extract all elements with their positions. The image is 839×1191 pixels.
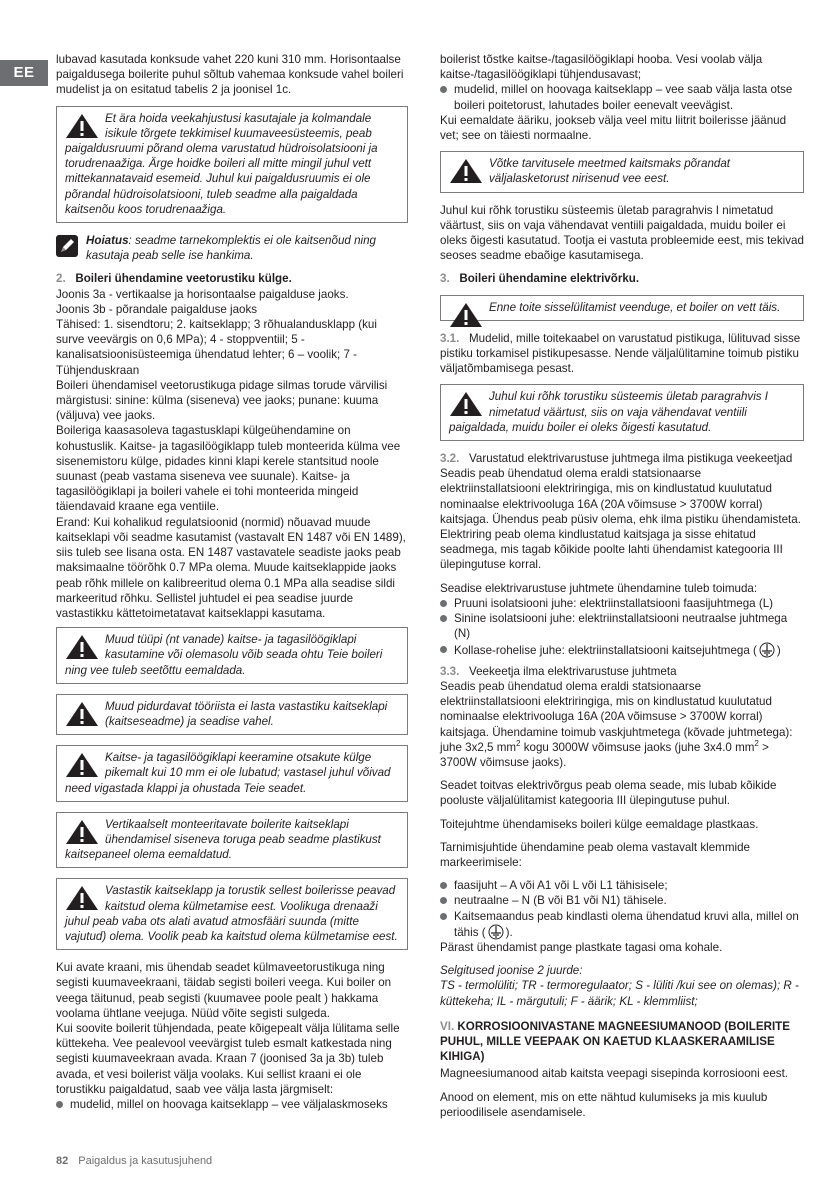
body-paragraph: Pärast ühendamist pange plastkate tagasi oma kohale. [440,940,723,954]
list-item: Pruuni isolatsiooni juhe: elektriinstallatsiooni faasijuhtmega (L) [440,596,804,611]
section-number: 2. [56,272,66,286]
warning-box [56,694,408,735]
warning-text: Muud tüüpi (nt vanade) kaitse- ja tagasilöögiklapi kasutamine või olemasolu võib seada ohtu Teie boileri ning vee tuleb seetõttu eemaldada. [65,633,383,677]
intro-paragraph: lubavad kasutada konksude vahet 220 kuni 310 mm. Horisontaalse paigaldusega boilerite puhul sõltub vahemaa konksude vahel boileri mudelist ja on esitatud tabelis 2 ja joonisel 1c. [56,53,404,97]
subsection-3-3 [440,664,804,679]
list-item: faasijuht – A või A1 või L või L1 tähisisele; [440,878,804,893]
language-tab: EE [0,60,48,86]
warning-text: Kaitse- ja tagasilöögiklapi keeramine otsakute külge pikemalt kui 10 mm ei ole lubatud; vastasel juhul võivad need vigastada klappi ja ohustada Teie seadet. [65,751,391,795]
body-paragraph: Anood on element, mis on ette nähtud kulumiseks ja mis kuulub perioodilisele asendamisele. [440,1090,768,1119]
right-column [440,52,804,1128]
body-paragraph: Toitejuhtme ühendamiseks boileri külge eemaldage plastkaas. [440,817,759,831]
subsection-title: Veekeetja ilma elektrivarustuse juhtmeta [469,664,677,678]
body-paragraph: Tarnimisjuhtide ühendamine peab olema vastavalt klemmide markeerimisele: [440,840,750,869]
body-line: Tähised: 1. sisendtoru; 2. kaitseklapp; 3 rõhualandusklapp (kui surve veevärgis on 0,6 MPa); 4 - stoppventiil; 5 - kanalisatsioonisüsteemiga ühendatud lehter; 6 – voolik; 7 - Tühjenduskraan [56,318,377,377]
subsection-text: Mudelid, mille toitekaabel on varustatud pistikuga, lülituvad sisse pistiku torkamisel pistikupesasse. Nende väljalülitamine toimub pistiku väljatõmbamisega pesast. [440,331,801,376]
body-line: Boileriga kaasasoleva tagastusklapi külgeühendamine on kohustuslik. Kaitse- ja tagasilöögiklapp tuleb monteerida külma vee sisenemistoru külge, pidades kinni klapi kerele stantsitud noole suunast (peab vastama siseneva vee suunale). Kaitse- ja tagasilöögiklapi ja boileri vahele ei tohi monteerida mingeid täiendavaid kraane ega ventiile. [56,424,401,514]
warning-icon [65,885,99,911]
body-paragraph: Seadet toitvas elektrivõrgus peab olema seade, mis lubab kõikide pooluste väljalülitamist kategooria III ülepingutuse puhul. [440,779,777,808]
section-2-heading [56,271,408,286]
body-paragraph: Kui soovite boilerit tühjendada, peate kõigepealt välja lülitama selle küttekeha. Vee pealevool veevärgist tuleb esmalt katkestada ning segisti kuumaveekraan avada. Kraan 7 (joonised 3a ja 3b) tuleb avada, et vesi boilerist välja voolaks. Kui sellist kraani ei ole torustikku paigaldatud, saab vee välja lasta järgmiselt: [56,1021,400,1096]
section-number: 3. [440,272,450,286]
section-title: Boileri ühendamine elektrivõrku. [459,272,640,286]
ground-symbol-icon [486,924,506,940]
text-run: kogu 3000W võimsuse jaoks (juhe 3x4.0 mm [520,740,755,754]
section-3-heading [440,271,804,286]
list-item: mudelid, millel on hoovaga kaitseklapp – vee saab välja lasta otse boileri poitetorust, lahutades boiler eenevalt veevägist. [440,82,804,112]
bullet-list [440,82,804,112]
body-paragraph: Kui avate kraani, mis ühendab seadet külmaveetorustikuga ning segisti kuumaveekraani, täidab segisti boileri veega. Kui boiler on veega täitunud, peab segisti (kuumavee poole pealt ) hakkama voolama ühtlane veejuga. Nüüd võite segisti sulgeda. [56,961,392,1020]
superscript: 2 [516,738,521,748]
text-run: > 3700W võimsuse jaoks). [440,740,769,769]
warning-icon [65,701,99,727]
list-item: Sinine isolatsiooni juhe: elektriinstallatsiooni neutraalse juhtmega (N) [440,611,804,641]
warning-box [440,151,804,192]
bullet-list [440,596,804,658]
warning-text: Enne toite sisselülitamist veenduge, et boiler on vett täis. [489,300,781,314]
warning-text: Et ära hoida veekahjustusi kasutajale ja kolmandale isikule tõrgete tekkimisel kuumaveesüsteemis, peab paigaldusruumi põrand olema varustatud hüdroisolatsiooni ja torudrenaažiga. Ärge hoidke boileri all mitte mingil juhul vett mittekannatavaid esemeid. Juhul kui paigaldusruumis ei ole põrandal hüdroisolatsiooni, tuleb seadme alla paigaldada kaitsenõu koos torudrenaažiga. [65,111,378,216]
body-paragraph [440,679,804,770]
page-footer [56,1154,212,1169]
list-item: neutraalne – N (B või B1 või N1) tähisele. [440,893,804,908]
pencil-note-icon [56,235,78,257]
body-paragraph: Seadise elektrivarustuse juhtmete ühendamine tuleb toimuda: [440,581,758,595]
list-item [440,909,804,940]
warning-box [56,745,408,802]
warning-box [56,627,408,684]
warning-text: Juhul kui rõhk torustiku süsteemis ületab paragrahvis I nimetatud väärtust, siis on vaja vähendavat ventiili paigaldada, muidu boiler ei oleks õigesti kasutatud. [449,390,769,434]
list-item-text: Kaitsemaandus peab kindlasti olema ühendatud kruvi alla, millel on tähis ( [454,909,799,939]
ground-symbol-icon [757,642,777,658]
list-item-text: Kollase-rohelise juhe: elektriinstallatsiooni kaitsejuhtmega ( [454,643,757,657]
subsection-text: Varustatud elektrivarustuse juhtmega ilma pistikuga veekeetjad Seadis peab ühendatud olema eraldi statsionaarse elektriinstallatsiooni elektriringiga, mis on kindlustatud kuulutatud nominaalse elektrivooluga 16A (20A võimsuse > 3700W korral) kaitsjaga. Ühendus peab püsiv olema, ehk ilma pistiku ühendamisteta. Elektriring peab olema kindlustatud kaitsjaga ja sisse ehitatud seadmega, mis tagab kõikide poolte lahti ühendamist kategooria III ülepingutuse korral. [440,452,801,572]
warning-icon [65,634,99,660]
warning-text: Muud pidurdavat tööriista ei lasta vastastiku kaitseklapi (kaitseseadme) ja seadise vahel. [105,699,388,728]
section-number: VI. [440,1019,455,1033]
warning-box [56,878,408,950]
warning-box [56,106,408,223]
page-number: 82 [56,1155,69,1167]
warning-box [440,295,804,321]
list-item: mudelid, millel on hoovaga kaitseklapp – vee väljalaskmoseks [56,1097,408,1112]
legend-title: Selgitused joonise 2 juurde: [440,964,583,978]
note-text: : seadme tarnekomplektis ei ole kaitsenõud ning kasutaja peab selle ise hankima. [86,234,376,263]
footer-title: Paigaldus ja kasutusjuhend [78,1155,213,1167]
warning-text: Vertikaalselt monteeritavate boilerite kaitseklapi ühendamisel siseneva toruga peab seadme plastikust kaitsepaneel olema eemaldatud. [65,817,381,862]
superscript: 2 [754,738,759,748]
left-column [56,52,408,1118]
list-item-text: ). [505,925,513,939]
subsection-number: 3.1. [440,331,460,345]
warning-box [440,384,804,441]
body-paragraph: Magneesiumanood aitab kaitsta veepagi sisepinda korrosiooni eest. [440,1067,789,1081]
body-paragraph: Kui eemaldate ääriku, jookseb välja veel mitu liitrit boilerisse jäänud vet; see on täiesti normaalne. [440,113,787,143]
bullet-list [440,878,804,940]
subsection-3-2 [440,451,804,573]
subsection-number: 3.3. [440,664,460,678]
body-line: Joonis 3b - põrandale paigalduse jaoks [56,302,258,316]
warning-icon [449,391,483,417]
subsection-3-1 [440,331,804,377]
body-paragraph: Juhul kui rõhk torustiku süsteemis ületab paragrahvis I nimetatud väärtust, siis on vaja vähendavat ventiili paigaldada, muidu boiler ei oleks õigesti kasutatud. Tootja ei vastuta probleemide eest, mis tekivad seoses seadme ebaõige kasutamisega. [440,203,804,263]
body-paragraph: boilerist tõstke kaitse-/tagasilöögiklapi hooba. Vesi voolab välja kaitse-/tagasilöögiklapi tühjendusavast; [440,53,763,82]
warning-text: Vastastik kaitseklapp ja torustik sellest boilerisse peavad kaitstud olema külmetamise eest. Voolikuga drenaaži juhul peab vaba ots alati avatud atmosfääri suunda (mitte vajutud) olema. Voolik peab ka kaitstud olema külmetamise eest. [65,884,398,943]
legend-text: TS - termolüliti; TR - termoregulaator; S - lüliti /kui see on olemas); R - küttekeha; IL - märgutuli; F - äärik; KL - klemmliist; [440,979,799,1008]
warning-icon [449,158,483,184]
bullet-list [56,1097,408,1112]
warning-icon [65,819,99,845]
warning-icon [65,113,99,139]
warning-icon [65,752,99,778]
note-label: Hoiatus [86,234,129,248]
subsection-number: 3.2. [440,452,460,466]
warning-text: Võtke tarvitusele meetmed kaitsmaks põrandat väljalasketorust nirisenud vee eest. [489,157,731,186]
section-title: Boileri ühendamine veetorustiku külge. [75,272,292,286]
section-title: KORROSIOONIVASTANE MAGNEESIUMANOOD (BOILERITE PUHUL, MILLE VEEPAAK ON KAETUD KLAASKERAAMILISE KIHIGA) [440,1019,790,1064]
body-line: Joonis 3a - vertikaalse ja horisontaalse paigalduse jaoks. [56,287,349,301]
warning-icon [449,302,483,328]
text-run: Seadis peab ühendatud olema eraldi statsionaarse elektriinstallatsiooni elektriringiga, mis on kindlustatud kuulutatud nominaalse elektrivooluga 16A (20A võimsuse > 3700W korral) kaitsjaga. Ühendamine toimub vaskjuhtmetega (kõvade juhtmetega): juhe 3x2,5 mm [440,679,793,754]
body-line: Erand: Kui kohalikud regulatsioonid (normid) nõuavad muude kaitseklapi või seadme kasutamist (vastavalt EN 1487 või EN 1489), siis tuleb see lisana osta. EN 1487 vastavatele seadiste jaoks peab maksimaalne töörõhk 0.7 MPa olema. Muude kaitseklappide jaoks peab rõhk millele on kalibreeritud olema 0.1 MPa alla seadise sildi markeeritud rõhku. Sellistel juhtudel ei pea seadise juurde vastastikku kättetoimetatavat kaitseklappi kasutama. [56,515,406,620]
section-vi-heading [440,1019,804,1065]
warning-box [56,812,408,869]
body-line: Boileri ühendamisel veetorustikuga pidage silmas torude värvilisi märgistusi: sinine: külma (siseneva) vee jaoks; punane: kuuma (väljuva) vee jaoks. [56,378,388,423]
list-item: Kollase-rohelise juhe: elektriinstallatsiooni kaitsejuhtmega ( ) [440,642,804,658]
note-block [56,233,408,263]
